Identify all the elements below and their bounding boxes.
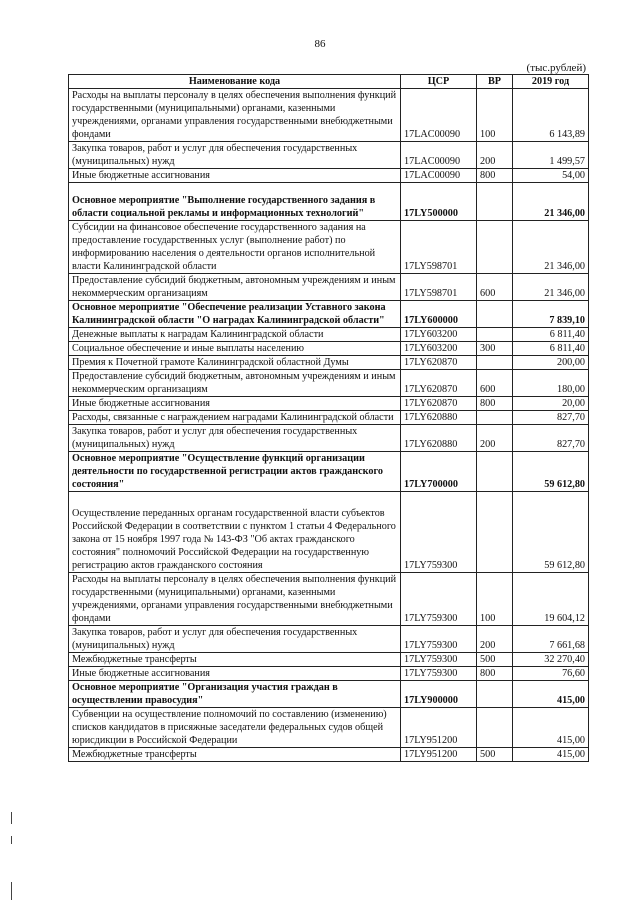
table-row (69, 142, 589, 169)
cell-csr: 17LY620870 (401, 356, 477, 370)
cell-csr: 17LY600000 (401, 301, 477, 328)
cell-name: Основное мероприятие "Обеспечение реализации Уставного закона Калининградской области "О наградах Калининградской области" (69, 301, 401, 328)
cell-vr: 200 (477, 626, 513, 653)
cell-vr: 800 (477, 667, 513, 681)
table-row (69, 328, 589, 342)
cell-sum: 21 346,00 (513, 183, 589, 221)
cell-vr (477, 708, 513, 748)
cell-vr: 800 (477, 397, 513, 411)
cell-name: Денежные выплаты к наградам Калининградской области (69, 328, 401, 342)
cell-name: Расходы на выплаты персоналу в целях обеспечения выполнения функций государственными (муниципальными) органами, казенными учреждениями, органами управления государственными внебюджетными фондами (69, 573, 401, 626)
cell-csr: 17LY620880 (401, 411, 477, 425)
page-number: 86 (314, 38, 326, 50)
cell-csr: 17LY759300 (401, 573, 477, 626)
cell-vr: 600 (477, 274, 513, 301)
cell-name: Закупка товаров, работ и услуг для обеспечения государственных (муниципальных) нужд (69, 626, 401, 653)
table-row (69, 667, 589, 681)
cell-vr: 500 (477, 653, 513, 667)
cell-vr (477, 301, 513, 328)
cell-sum: 827,70 (513, 411, 589, 425)
cell-sum: 415,00 (513, 748, 589, 762)
cell-sum: 200,00 (513, 356, 589, 370)
cell-sum: 76,60 (513, 667, 589, 681)
table-row (69, 169, 589, 183)
cell-vr: 500 (477, 748, 513, 762)
cell-csr: 17LY759300 (401, 492, 477, 573)
cell-csr: 17LY951200 (401, 708, 477, 748)
cell-vr (477, 356, 513, 370)
cell-name: Иные бюджетные ассигнования (69, 169, 401, 183)
cell-vr (477, 183, 513, 221)
cell-name: Межбюджетные трансферты (69, 748, 401, 762)
table-row (69, 342, 589, 356)
cell-csr: 17LY900000 (401, 681, 477, 708)
cell-sum: 7 839,10 (513, 301, 589, 328)
cell-sum: 7 661,68 (513, 626, 589, 653)
cell-name: Субсидии на финансовое обеспечение государственного задания на предоставление государственных услуг (выполнение работ) по информированию населения о деятельности органов исполнительной власти Калининградской области (69, 221, 401, 274)
cell-name: Основное мероприятие "Осуществление функций организации деятельности по государственной регистрации актов гражданского состояния" (69, 452, 401, 492)
table-row (69, 411, 589, 425)
cell-sum: 19 604,12 (513, 573, 589, 626)
cell-vr: 300 (477, 342, 513, 356)
cell-csr: 17LY598701 (401, 221, 477, 274)
table-row (69, 492, 589, 573)
cell-sum: 59 612,80 (513, 452, 589, 492)
cell-vr: 200 (477, 425, 513, 452)
table-row (69, 626, 589, 653)
cell-csr: 17LY603200 (401, 328, 477, 342)
table-body (69, 89, 589, 762)
cell-name: Межбюджетные трансферты (69, 653, 401, 667)
table-row (69, 370, 589, 397)
cell-sum: 6 811,40 (513, 328, 589, 342)
table-row (69, 573, 589, 626)
header-year: 2019 год (513, 75, 589, 89)
cell-vr (477, 492, 513, 573)
cell-sum: 415,00 (513, 708, 589, 748)
table-row (69, 653, 589, 667)
cell-sum: 6 811,40 (513, 342, 589, 356)
cell-name: Премия к Почетной грамоте Калининградской областной Думы (69, 356, 401, 370)
cell-sum: 32 270,40 (513, 653, 589, 667)
cell-sum: 827,70 (513, 425, 589, 452)
cell-csr: 17LY620870 (401, 397, 477, 411)
cell-sum: 415,00 (513, 681, 589, 708)
cell-vr (477, 328, 513, 342)
table-row (69, 301, 589, 328)
cell-name: Иные бюджетные ассигнования (69, 667, 401, 681)
table-row (69, 89, 589, 142)
cell-csr: 17LY620880 (401, 425, 477, 452)
table-row (69, 425, 589, 452)
cell-csr: 17LY759300 (401, 626, 477, 653)
cell-csr: 17LY603200 (401, 342, 477, 356)
cell-csr: 17LY620870 (401, 370, 477, 397)
table-row (69, 748, 589, 762)
table-row (69, 183, 589, 221)
cell-sum: 59 612,80 (513, 492, 589, 573)
cell-vr (477, 452, 513, 492)
cell-name: Предоставление субсидий бюджетным, автономным учреждениям и иным некоммерческим организациям (69, 370, 401, 397)
table-row (69, 356, 589, 370)
cell-csr: 17LY951200 (401, 748, 477, 762)
header-csr: ЦСР (401, 75, 477, 89)
cell-vr: 100 (477, 89, 513, 142)
cell-sum: 180,00 (513, 370, 589, 397)
cell-sum: 21 346,00 (513, 221, 589, 274)
cell-name: Субвенции на осуществление полномочий по составлению (изменению) списков кандидатов в присяжные заседатели федеральных судов общей юрисдикции в Российской Федерации (69, 708, 401, 748)
cell-csr: 17LAC00090 (401, 89, 477, 142)
cell-csr: 17LAC00090 (401, 142, 477, 169)
cell-name: Закупка товаров, работ и услуг для обеспечения государственных (муниципальных) нужд (69, 142, 401, 169)
margin-mark (11, 882, 12, 900)
margin-mark (11, 812, 12, 824)
table-row (69, 221, 589, 274)
cell-csr: 17LAC00090 (401, 169, 477, 183)
cell-csr: 17LY759300 (401, 667, 477, 681)
cell-name: Социальное обеспечение и иные выплаты населению (69, 342, 401, 356)
cell-vr: 600 (477, 370, 513, 397)
cell-vr (477, 681, 513, 708)
cell-sum: 6 143,89 (513, 89, 589, 142)
table-row (69, 681, 589, 708)
cell-sum: 1 499,57 (513, 142, 589, 169)
cell-sum: 21 346,00 (513, 274, 589, 301)
cell-csr: 17LY598701 (401, 274, 477, 301)
cell-sum: 20,00 (513, 397, 589, 411)
cell-vr (477, 221, 513, 274)
cell-csr: 17LY700000 (401, 452, 477, 492)
cell-name: Иные бюджетные ассигнования (69, 397, 401, 411)
cell-name: Расходы, связанные с награждением наградами Калининградской области (69, 411, 401, 425)
cell-name: Основное мероприятие "Организация участия граждан в осуществлении правосудия" (69, 681, 401, 708)
cell-name: Осуществление переданных органам государственной власти субъектов Российской Федерации в соответствии с пунктом 1 статьи 4 Федерального закона от 15 ноября 1997 года № 143-ФЗ "Об актах гражданского состояния" полномочий Российской Федерации на государственную регистрацию актов гражданского состояния (69, 492, 401, 573)
cell-vr: 200 (477, 142, 513, 169)
cell-csr: 17LY759300 (401, 653, 477, 667)
table-row (69, 274, 589, 301)
table-header-row (69, 75, 589, 89)
cell-name: Основное мероприятие "Выполнение государственного задания в области социальной рекламы и информационных технологий" (69, 183, 401, 221)
cell-csr: 17LY500000 (401, 183, 477, 221)
budget-table (68, 74, 589, 762)
cell-vr (477, 411, 513, 425)
units-label: (тыс.рублей) (526, 62, 586, 74)
table-row (69, 397, 589, 411)
table-row (69, 708, 589, 748)
margin-mark (11, 836, 12, 844)
table-row (69, 452, 589, 492)
header-vr: ВР (477, 75, 513, 89)
cell-vr: 100 (477, 573, 513, 626)
cell-vr: 800 (477, 169, 513, 183)
cell-name: Предоставление субсидий бюджетным, автономным учреждениям и иным некоммерческим организациям (69, 274, 401, 301)
header-name: Наименование кода (69, 75, 401, 89)
cell-sum: 54,00 (513, 169, 589, 183)
cell-name: Расходы на выплаты персоналу в целях обеспечения выполнения функций государственными (муниципальными) органами, казенными учреждениями, органами управления государственными внебюджетными фондами (69, 89, 401, 142)
cell-name: Закупка товаров, работ и услуг для обеспечения государственных (муниципальных) нужд (69, 425, 401, 452)
